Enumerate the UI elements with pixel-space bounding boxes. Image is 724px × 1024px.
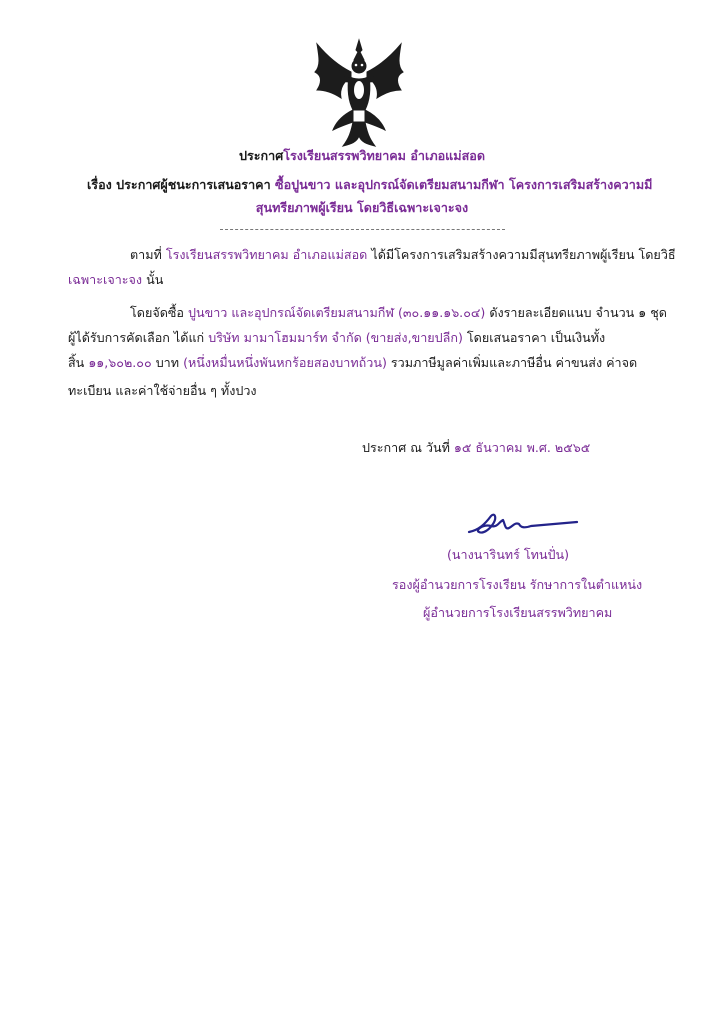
p4-words: (หนึ่งหมื่นหนึ่งพันหกร้อยสองบาทถ้วน) [183, 355, 387, 370]
school-name: โรงเรียนสรรพวิทยาคม อำเภอแม่สอด [283, 148, 486, 163]
paragraph-1 [130, 247, 676, 263]
p1-end: นั้น [146, 272, 164, 287]
p1-prefix: ตามที่ [130, 247, 162, 262]
p3-company: บริษัท มามาโฮมมาร์ท จำกัด (ขายส่ง,ขายปลีก) [208, 330, 463, 345]
paragraph-1-cont [68, 272, 163, 288]
p3-prefix: ผู้ได้รับการคัดเลือก ได้แก่ [68, 330, 205, 345]
subject-project: โครงการเสริมสร้างความมี [508, 177, 653, 192]
p1-school: โรงเรียนสรรพวิทยาคม อำเภอแม่สอด [165, 247, 368, 262]
p2-item: ปูนขาว และอุปกรณ์จัดเตรียมสนามกีฬ (๓๐.๑๑.๑๖.๐๔) [188, 305, 486, 320]
p1-cont: เฉพาะเจาะจง [68, 272, 143, 287]
subject-line-2: สุนทรียภาพผู้เรียน โดยวิธีเฉพาะเจาะจง [255, 200, 469, 215]
subject-prefix: เรื่อง ประกาศผู้ชนะการเสนอราคา [87, 177, 271, 192]
p4-unit: บาท [155, 355, 180, 370]
paragraph-3 [68, 330, 605, 346]
p4-prefix: สิ้น [68, 355, 85, 370]
announcement-prefix: ประกาศ [238, 148, 284, 163]
signer-position-1: รองผู้อำนวยการโรงเรียน รักษาการในตำแหน่ง [392, 577, 643, 592]
garuda-emblem-icon [309, 38, 409, 150]
announcement-title [0, 148, 724, 164]
subject-item: ซื้อปูนขาว และอุปกรณ์จัดเตรียมสนามกีฬา [275, 177, 505, 192]
paragraph-2 [130, 305, 667, 321]
divider [220, 229, 505, 230]
signer-name: (นางนารินทร์ โทนปั่น) [447, 547, 570, 562]
handwritten-signature [461, 510, 581, 540]
p2-prefix: โดยจัดซื้อ [130, 305, 184, 320]
announce-date [362, 440, 590, 456]
subject-line [87, 177, 652, 193]
paragraph-5: ทะเบียน และค่าใช้จ่ายอื่น ๆ ทั้งปวง [68, 383, 257, 398]
p4-amount: ๑๑,๖๐๒.๐๐ [88, 355, 152, 370]
p2-text: ดังรายละเอียดแนบ จำนวน ๑ ชุด [489, 305, 667, 320]
date-value: ๑๕ ธันวาคม พ.ศ. ๒๕๖๕ [453, 440, 591, 455]
signer-position-2: ผู้อำนวยการโรงเรียนสรรพวิทยาคม [423, 605, 613, 620]
p3-text: โดยเสนอราคา เป็นเงินทั้ง [466, 330, 606, 345]
p1-text: ได้มีโครงการเสริมสร้างความมีสุนทรียภาพผู้เรียน โดยวิธี [371, 247, 676, 262]
p4-text: รวมภาษีมูลค่าเพิ่มและภาษีอื่น ค่าขนส่ง ค่าจด [390, 355, 638, 370]
date-prefix: ประกาศ ณ วันที่ [362, 440, 450, 455]
paragraph-4 [68, 355, 637, 371]
